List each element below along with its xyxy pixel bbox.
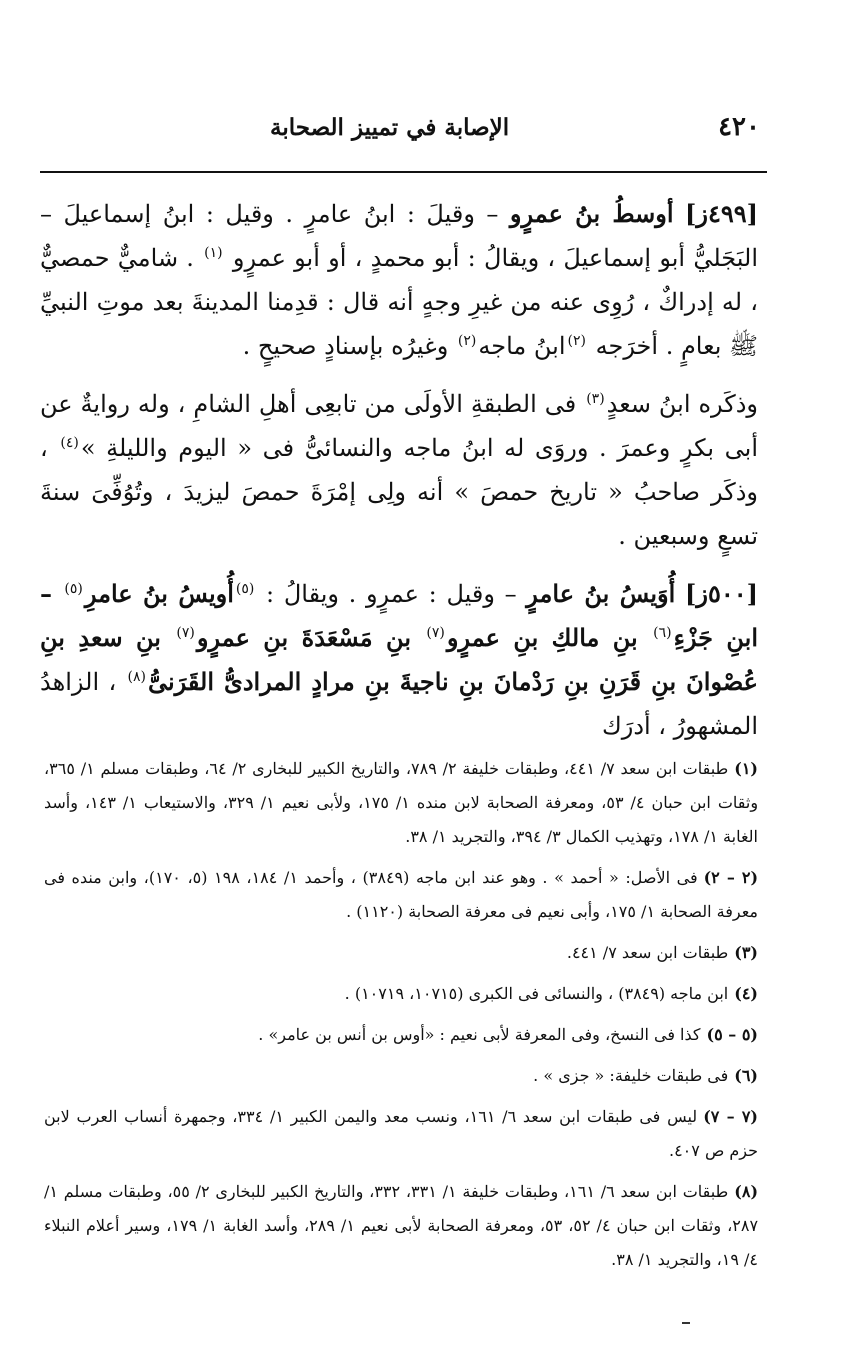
footnote-marker: (٢ – ٢) [703, 868, 759, 887]
footnote-marker: (٦) [734, 1066, 758, 1085]
footnote-text: كذا فى النسخ، وفى المعرفة لأبى نعيم : «أوس بن أنس بن عامر» . [258, 1025, 701, 1044]
footnote-text: ابن ماجه (٣٨٤٩) ، والنسائى فى الكبرى (١٠٧١٥، ١٠٧١٩) . [344, 984, 729, 1003]
entry-number: [٥٠٠ز] [685, 579, 758, 608]
footnote [44, 861, 760, 929]
footnote-ref: (٧) [176, 625, 195, 641]
entry-text: ابنُ ماجه [478, 332, 566, 360]
footnote [44, 1018, 760, 1052]
footnote-marker: (١) [734, 759, 758, 778]
footnote-text: فى الأصل: « أحمد » . وهو عند ابن ماجه (٣٨٤٩) ، وأحمد ١/ ١٨٤، ١٩٨ (٥، ١٧٠)، وابن منده فى معرفة الصحابة ١/ ١٧٥، وأبى نعيم فى معرفة الصحابة (١١٢٠) . [44, 868, 758, 921]
entry-500 [40, 572, 758, 748]
entry-text: بنِ مالكِ بنِ عمرٍو [446, 623, 652, 652]
footnote-ref: (٤) [60, 435, 79, 451]
main-text [40, 192, 758, 748]
entry-499 [40, 192, 758, 368]
footnote-ref: (٨) [127, 669, 146, 685]
entry-name: أُوَيسُ بنُ عامرٍ [526, 579, 676, 608]
entry-text: – وقيلَ : ابنُ عامرٍ . وقيل : ابنُ إسماعيلَ – البَجَليُّ أبو إسماعيلَ ، ويقالُ : أبو محمدٍ ، أو أبو عمرٍو [40, 200, 758, 272]
paragraph-text: فى الطبقةِ الأولَى من تابعِى أهلِ الشامِ ، وله روايةٌ عن أبى بكرٍ وعمرَ . وروَى له ابنُ ماجه والنسائىُّ فى « اليوم والليلةِ » [40, 390, 758, 462]
entry-number: [٤٩٩ز] [685, 199, 758, 228]
footnote [44, 977, 760, 1011]
running-title: الإصابة في تمييز الصحابة [270, 114, 510, 141]
header-divider [40, 171, 767, 173]
footnotes [44, 752, 760, 1284]
page-number: ٤٢٠ [718, 112, 760, 142]
paragraph-ibn-saad [40, 382, 758, 558]
footnote-text: ليس فى طبقات ابن سعد ٦/ ١٦١، ونسب معد واليمن الكبير ١/ ٣٣٤، وجمهرة أنساب العرب لابن حزم ص ٤٠٧. [44, 1107, 758, 1160]
paragraph-text: ، وذكَر صاحبُ « تاريخ حمصَ » أنه ولِى إمْرَةَ حمصَ ليزيدَ ، وتُوُفِّىَ سنةَ تسعٍ وسبعين . [40, 434, 758, 550]
entry-name: أوسطُ بنُ عمرٍو [509, 199, 674, 228]
page-header [40, 108, 760, 148]
paragraph-text: وذكَره ابنُ سعدٍ [606, 390, 759, 418]
footnote-ref: (١) [204, 245, 223, 261]
footnote-marker: (٤) [734, 984, 758, 1003]
footnote-ref: (٧) [426, 625, 445, 641]
entry-text: . شاميٌّ حمصيٌّ ، له إدراكٌ ، رُوِى عنه من غيرِ وجهٍ أنه قال : قدِمنا المدينةَ بعد موتِ النبيِّ ﷺ بعامٍ . أخرَجه [40, 244, 758, 360]
footnote-marker: (٨) [734, 1182, 759, 1201]
footnote-ref: (٥) [64, 581, 83, 597]
entry-text: – ابنِ جَزْءِ [40, 579, 758, 652]
footnote-text: طبقات ابن سعد ٧/ ٤٤١، وطبقات خليفة ٢/ ٧٨٩، والتاريخ الكبير للبخارى ٢/ ٦٤، وطبقات مسلم ١/ ٣٦٥، وثقات ابن حبان ٤/ ٥٣، ومعرفة الصحابة لابن منده ١/ ١٧٥، ولأبى نعيم ١/ ٣٢٩، والاستيعاب ١/ ١٤٣، وأسد الغابة ١/ ١٧٨، وتهذيب الكمال ٣/ ٣٩٤، والتجريد ١/ ٣٨. [44, 759, 759, 846]
entry-text: ، الزاهدُ المشهورُ ، أدرَك [40, 668, 758, 740]
footnote-ref: (٦) [653, 625, 672, 641]
footnote-ref: (٣) [586, 391, 605, 407]
entry-text: بنِ سعدِ بنِ عُصْوانَ بنِ قَرَنِ بنِ رَدْمانَ بنِ ناجيةَ بنِ مرادٍ المرادىُّ القَرَنىُّ [40, 623, 758, 696]
footnote [44, 1059, 760, 1093]
footnote-ref: (٢) [457, 333, 477, 349]
entry-text: بنِ مَسْعَدَةَ بنِ عمرٍو [196, 623, 425, 652]
footnote-marker: (٧ – ٧) [703, 1107, 758, 1126]
footnote-marker: (٥ – ٥) [706, 1025, 758, 1044]
entry-text: وغيرُه بإسنادٍ صحيحٍ . [242, 332, 456, 360]
footnote [44, 1100, 760, 1168]
bottom-dash [682, 1322, 690, 1324]
footnote-marker: (٣) [734, 943, 758, 962]
footnote-text: فى طبقات خليفة: « جزى » . [533, 1066, 729, 1085]
footnote [44, 752, 760, 854]
footnote [44, 936, 760, 970]
footnote-text: طبقات ابن سعد ٦/ ١٦١، وطبقات خليفة ١/ ٣٣١، ٣٣٢، والتاريخ الكبير للبخارى ٢/ ٥٥، وطبقات مسلم ١/ ٢٨٧، وثقات ابن حبان ٤/ ٥٢، ٥٣، ومعرفة الصحابة لأبى نعيم ١/ ٢٨٩، وأسد الغابة ١/ ١٧٩، وسير أعلام النبلاء ٤/ ١٩، والتجريد ١/ ٣٨. [44, 1182, 759, 1269]
footnote-ref: (٥) [235, 581, 255, 597]
entry-text: – وقيل : عمرٍو . ويقالُ : [256, 580, 527, 608]
entry-text: أُويسُ بنُ عامرِ [84, 579, 234, 608]
footnote-ref: (٢) [567, 333, 586, 349]
footnote-text: طبقات ابن سعد ٧/ ٤٤١. [566, 943, 729, 962]
footnote [44, 1175, 760, 1277]
